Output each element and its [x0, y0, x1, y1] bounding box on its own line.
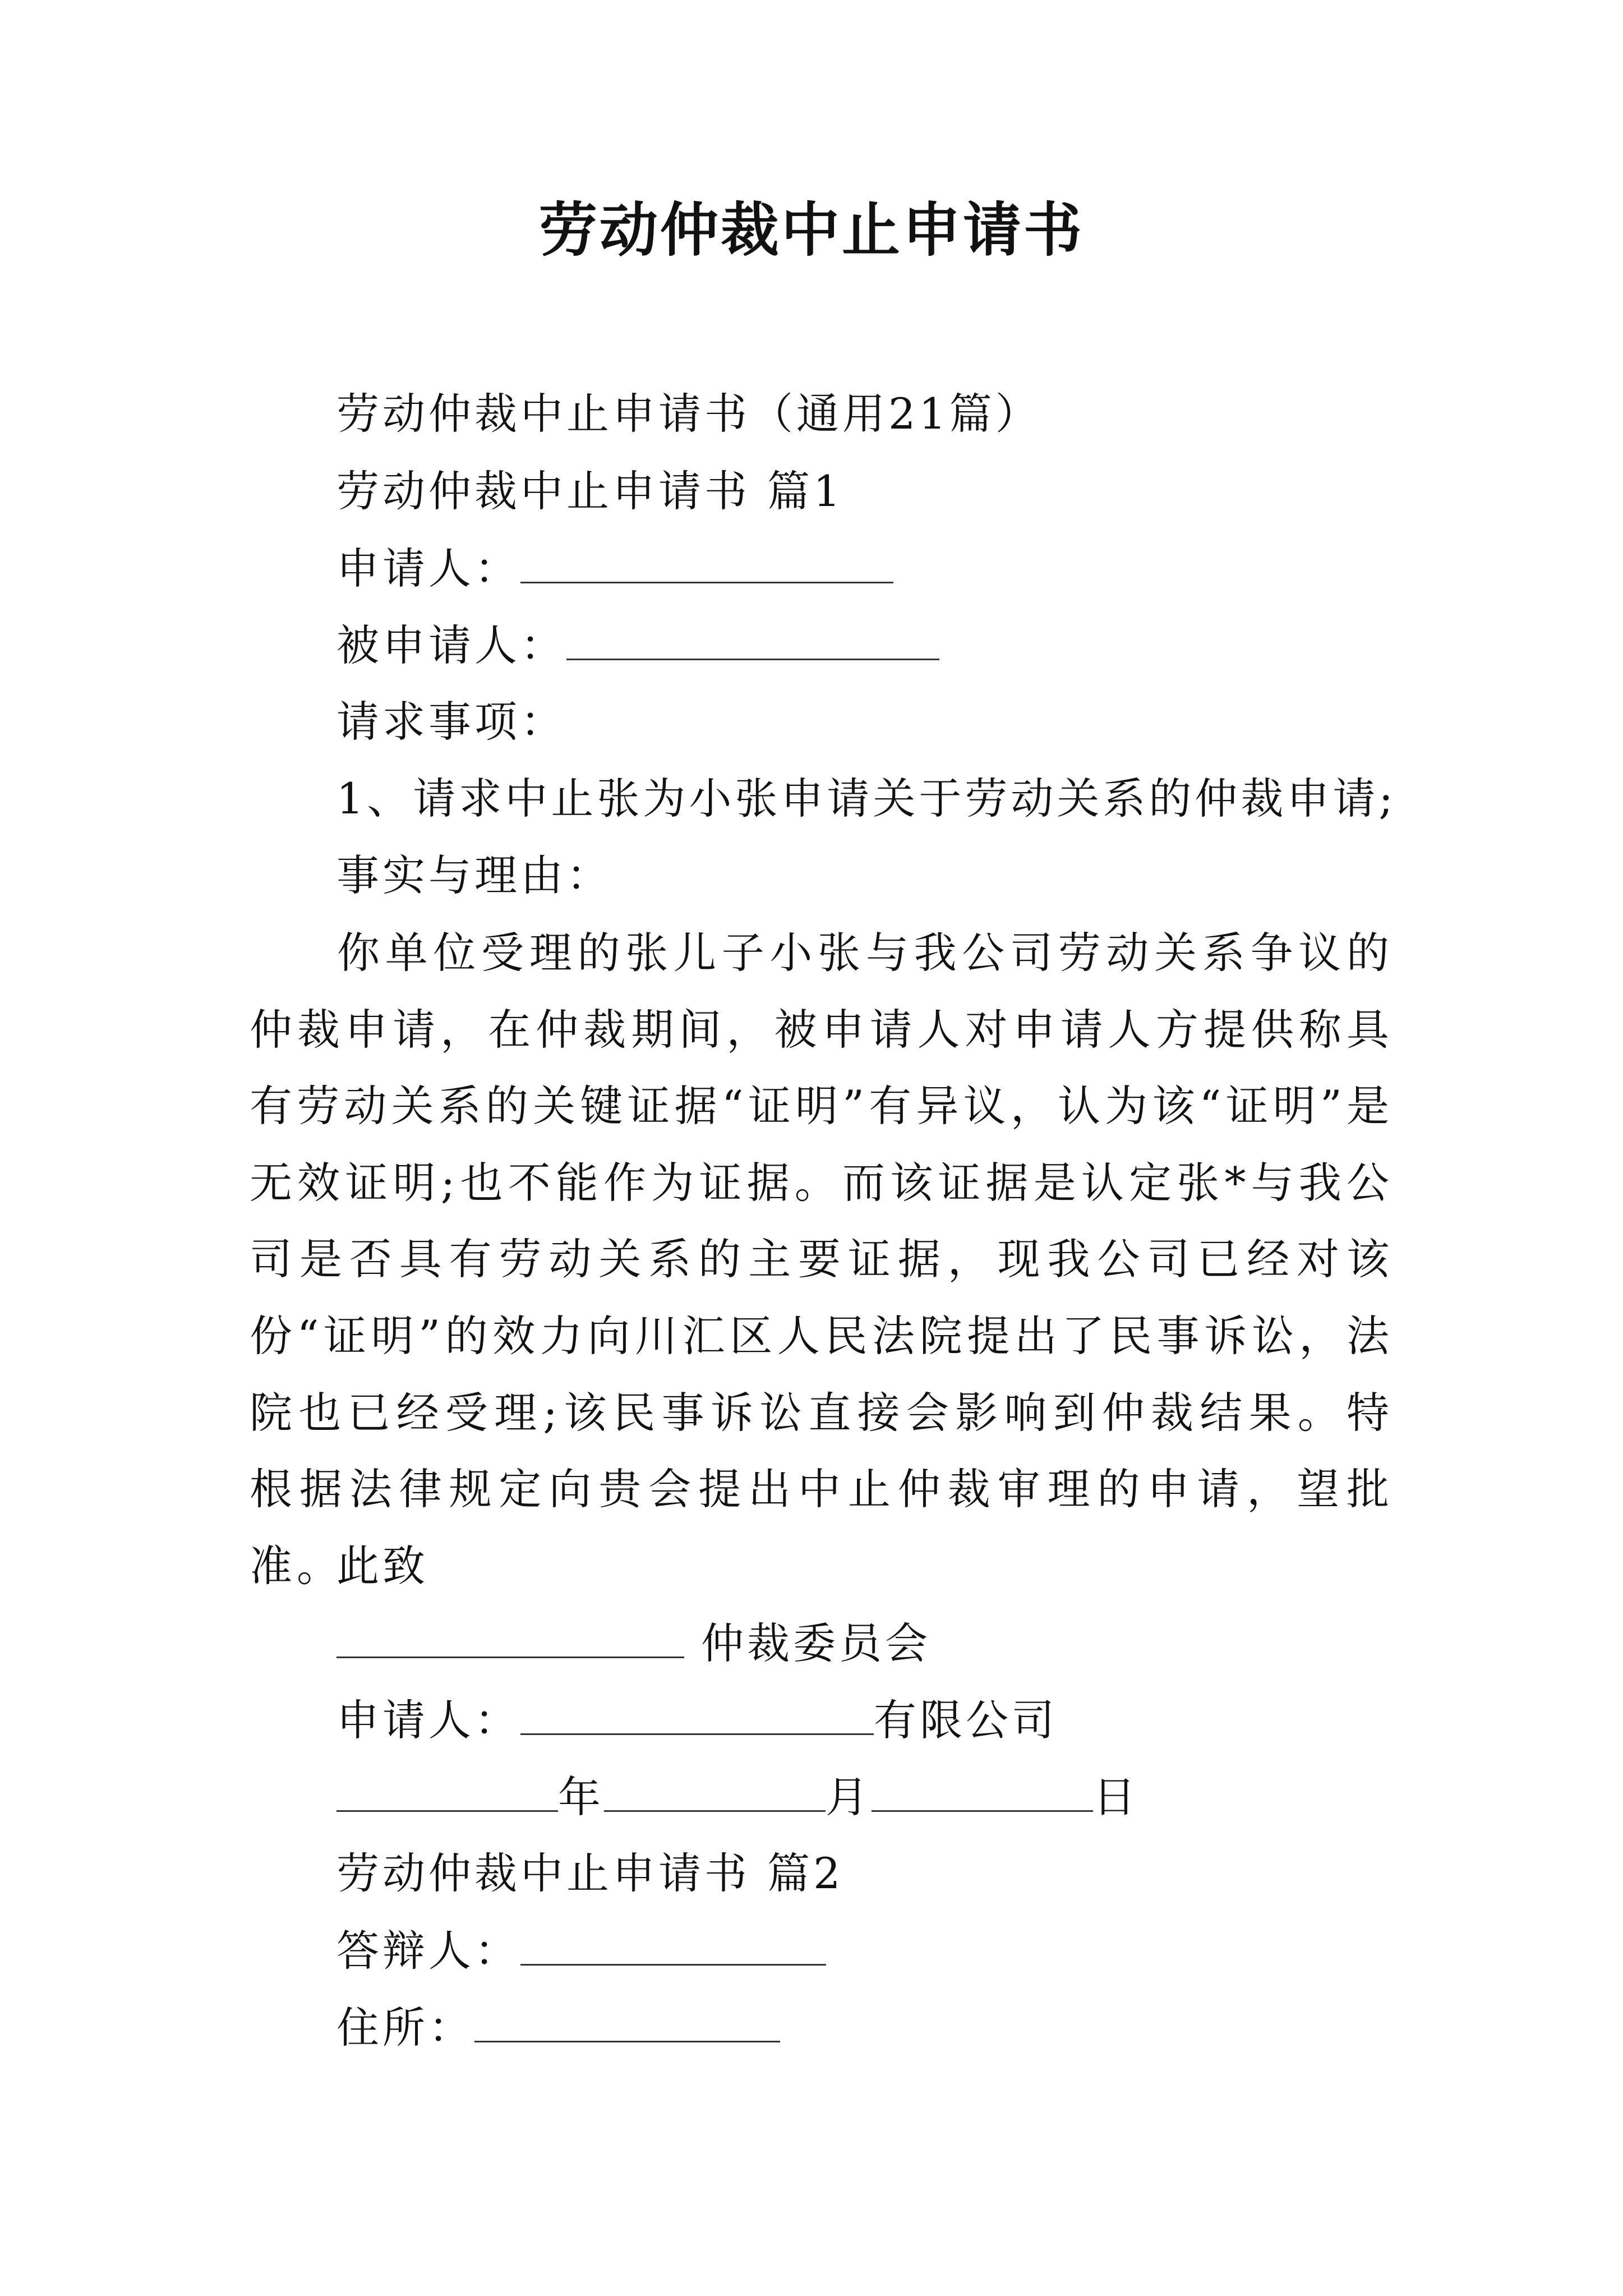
document-title: 劳动仲裁中止申请书	[538, 196, 1084, 264]
address-line	[336, 1999, 780, 2056]
committee-line	[336, 1615, 931, 1672]
closing: 此致	[336, 1541, 428, 1591]
company-blank	[520, 1692, 874, 1735]
request-heading: 请求事项：	[336, 697, 566, 747]
date-month: 月	[826, 1772, 872, 1822]
company-suffix: 有限公司	[874, 1695, 1058, 1745]
defendant-label: 答辩人：	[336, 1926, 520, 1976]
request-item: 1、请求中止张为小张申请关于劳动关系的仲裁申请;	[336, 774, 1396, 823]
section2-heading: 劳动仲裁中止申请书 篇2	[336, 1848, 844, 1898]
date-line	[336, 1769, 1139, 1825]
signature-label: 申请人：	[336, 1695, 520, 1745]
day-blank	[872, 1769, 1093, 1812]
date-day: 日	[1093, 1772, 1139, 1822]
respondent-label: 被申请人：	[336, 620, 566, 670]
committee-blank	[336, 1615, 684, 1658]
defendant-line	[336, 1922, 826, 1979]
applicant-line	[336, 540, 893, 597]
date-year: 年	[558, 1772, 604, 1822]
applicant-label: 申请人：	[336, 544, 520, 593]
respondent-line	[336, 617, 939, 674]
facts-heading: 事实与理由：	[336, 850, 612, 900]
document-subtitle: 劳动仲裁中止申请书（通用21篇）	[336, 389, 1041, 439]
defendant-blank	[520, 1922, 826, 1966]
signature-line	[336, 1692, 1058, 1749]
month-blank	[604, 1769, 826, 1812]
address-blank	[474, 1999, 780, 2042]
committee-suffix: 仲裁委员会	[701, 1618, 932, 1668]
section1-heading: 劳动仲裁中止申请书 篇1	[336, 466, 844, 516]
address-label: 住所：	[336, 2003, 474, 2053]
applicant-blank	[520, 540, 893, 583]
year-blank	[336, 1769, 558, 1812]
facts-body: 你单位受理的张儿子小张与我公司劳动关系争议的仲裁申请，在仲裁期间，被申请人对申请人方提供称具有劳动关系的关键证据“证明”有异议，认为该“证明”是无效证明;也不能作为证据。而该证据是认定张*与我公司是否具有劳动关系的主要证据，现我公司已经对该份“证明”的效力向川汇区人民法院提出了民事诉讼，法院也已经受理;该民事诉讼直接会影响到仲裁结果。特根据法律规定向贵会提出中止仲裁审理的申请，望批准。	[250, 928, 1394, 1591]
respondent-blank	[566, 617, 939, 660]
